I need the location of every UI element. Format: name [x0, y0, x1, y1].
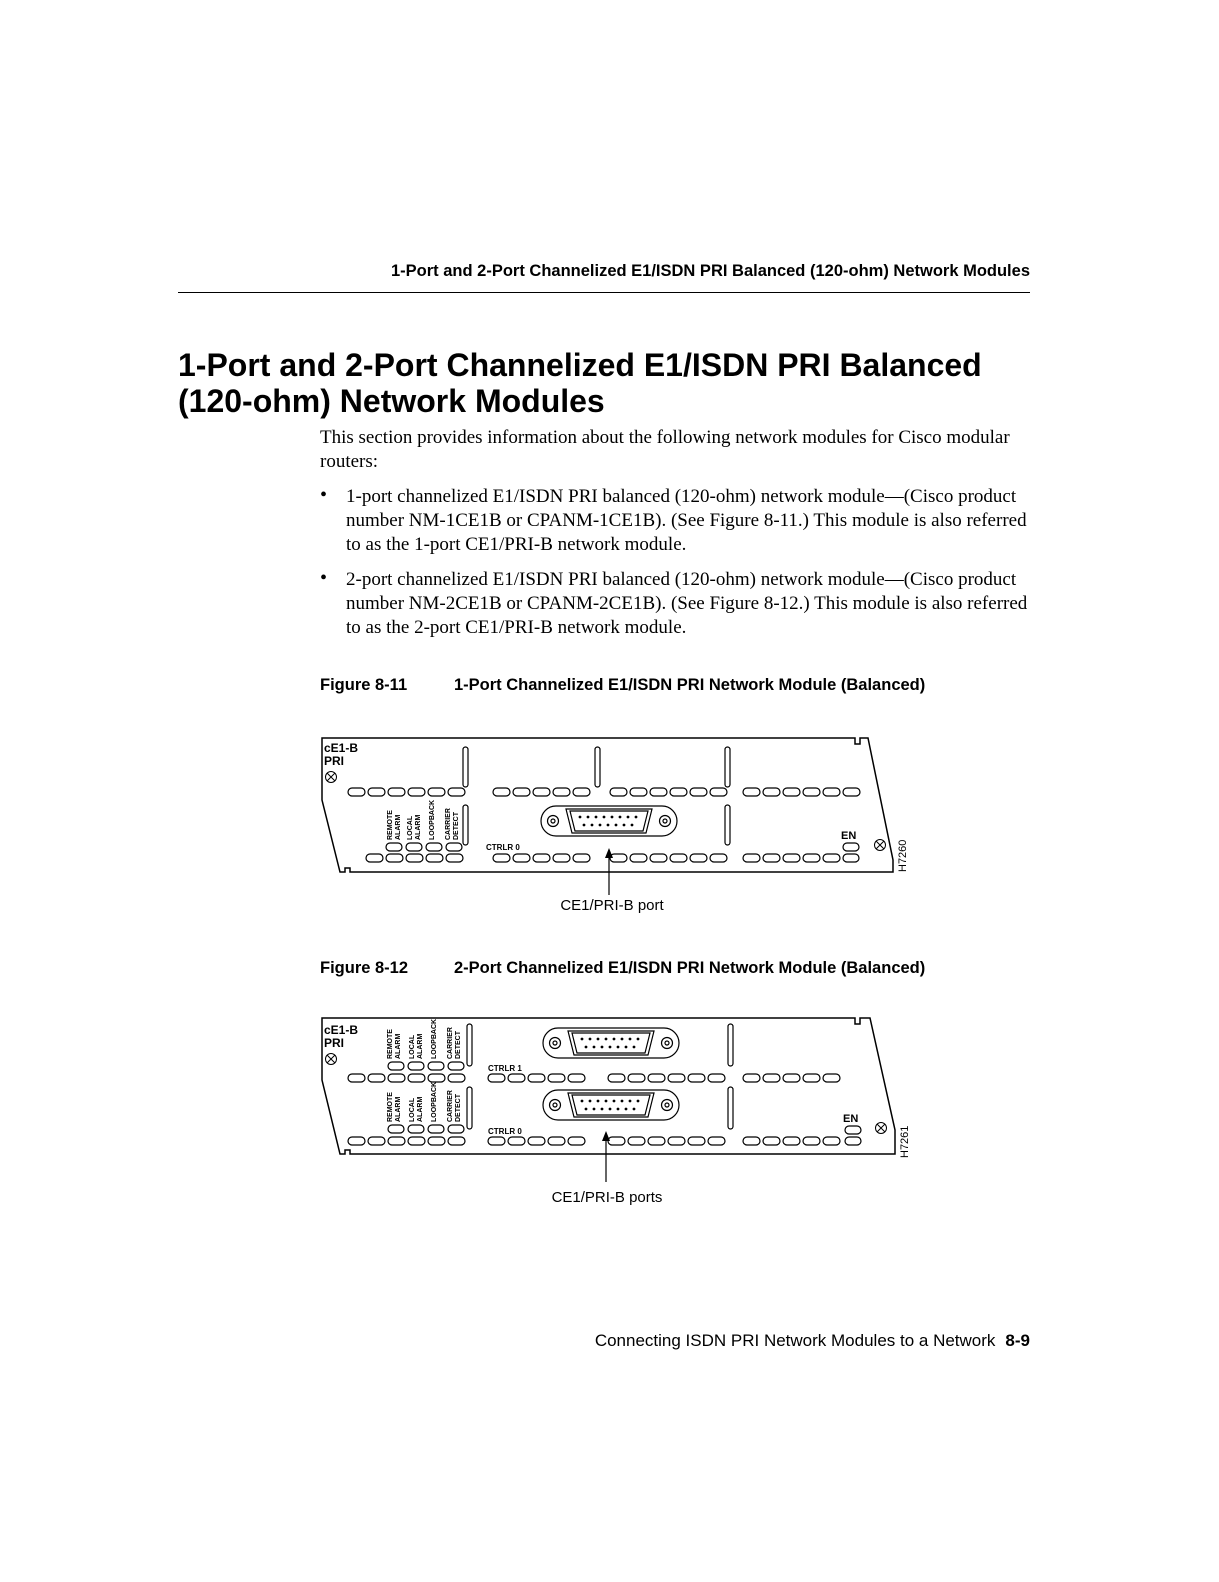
vent-hole: [388, 788, 405, 796]
vent-hole: [763, 788, 780, 796]
vent-hole: [493, 788, 510, 796]
led-indicator: [388, 1062, 404, 1070]
connector-detail: [605, 1038, 608, 1041]
connector-detail: [581, 1038, 584, 1041]
callout-label: CE1/PRI-B ports: [551, 1189, 663, 1206]
vent-hole: [548, 1074, 565, 1082]
connector-detail: [599, 824, 602, 827]
led-indicator: [408, 1062, 424, 1070]
vent-hole: [406, 854, 423, 862]
connector-detail: [581, 1100, 584, 1103]
connector-detail: [579, 816, 582, 819]
vent-hole: [553, 788, 570, 796]
vent-hole: [426, 854, 443, 862]
connector-detail: [631, 824, 634, 827]
vent-hole: [803, 854, 820, 862]
vent-hole: [408, 788, 425, 796]
connector-detail: [625, 1108, 628, 1111]
vent-hole: [528, 1137, 545, 1145]
vent-slot: [728, 1087, 733, 1129]
connector-detail: [609, 1046, 612, 1049]
connector-detail: [663, 819, 667, 823]
connector-detail: [550, 1038, 561, 1049]
header-rule: [178, 292, 1030, 293]
led-label: REMOTE: [387, 810, 394, 840]
footer-title: Connecting ISDN PRI Network Modules to a Network: [594, 1331, 996, 1350]
vent-hole: [743, 1074, 760, 1082]
vent-hole: [568, 1074, 585, 1082]
vent-hole: [348, 788, 365, 796]
led-indicator: [446, 843, 462, 851]
connector-detail: [627, 816, 630, 819]
connector-detail: [637, 1100, 640, 1103]
vent-hole: [803, 1074, 820, 1082]
vent-hole: [783, 1137, 800, 1145]
vent-hole: [668, 1137, 685, 1145]
connector-detail: [665, 1103, 669, 1107]
connector-detail: [589, 1100, 592, 1103]
vent-hole: [386, 854, 403, 862]
connector-detail: [583, 824, 586, 827]
vent-hole: [428, 788, 445, 796]
vent-hole: [488, 1137, 505, 1145]
connector-detail: [597, 1100, 600, 1103]
connector-detail: [603, 816, 606, 819]
vent-hole: [488, 1074, 505, 1082]
connector-detail: [617, 1108, 620, 1111]
led-indicator: [406, 843, 422, 851]
connector-detail: [607, 824, 610, 827]
section-title: [178, 347, 1038, 419]
vent-hole: [513, 854, 530, 862]
connector-detail: [605, 1100, 608, 1103]
vent-hole: [553, 854, 570, 862]
bullet-text: 2-port channelized E1/ISDN PRI balanced (120-ohm) network module—(Cisco product number NM-2CE1B or CPANM-2CE1B). (See Figure 8-12.) This module is also referred to as the 2-port CE1/PRI-B network module.: [346, 569, 1028, 638]
callout-arrow: [602, 1131, 610, 1182]
connector-detail: [635, 816, 638, 819]
vent-slot: [595, 747, 600, 787]
vent-hole: [513, 788, 530, 796]
bullet-dot: •: [320, 567, 328, 589]
led-indicator: [426, 843, 442, 851]
connector-detail: [611, 816, 614, 819]
figure-8-11-caption: [320, 676, 925, 695]
connector-detail: [601, 1108, 604, 1111]
led-label: CARRIER: [447, 1027, 454, 1059]
vent-hole: [368, 1137, 385, 1145]
led-label: REMOTE: [387, 1029, 394, 1059]
vent-hole: [823, 854, 840, 862]
db15-connector: [543, 1090, 679, 1120]
vent-hole: [428, 1074, 445, 1082]
vent-hole: [783, 788, 800, 796]
vent-hole: [783, 1074, 800, 1082]
vent-hole: [533, 854, 550, 862]
vent-hole: [763, 1074, 780, 1082]
art-id: H7261: [899, 1125, 911, 1158]
vent-hole: [608, 1137, 625, 1145]
connector-detail: [637, 1038, 640, 1041]
vent-hole: [708, 1137, 725, 1145]
led-label: LOOPBACK: [431, 1018, 438, 1059]
led-label: ALARM: [395, 1033, 402, 1059]
enable-led: [843, 843, 859, 851]
vent-hole: [368, 788, 385, 796]
figure-8-12-illustration: [310, 1012, 930, 1212]
figure-number: Figure 8-11: [320, 676, 408, 694]
connector-detail: [551, 819, 555, 823]
vent-hole: [803, 788, 820, 796]
vent-hole: [743, 1137, 760, 1145]
connector-detail: [553, 1103, 557, 1107]
vent-hole: [688, 1074, 705, 1082]
art-id: H7260: [897, 839, 909, 872]
vent-hole: [763, 854, 780, 862]
vent-hole: [628, 1137, 645, 1145]
vent-hole: [368, 1074, 385, 1082]
led-label: ALARM: [395, 1096, 402, 1122]
running-header: 1-Port and 2-Port Channelized E1/ISDN PRI Balanced (120-ohm) Network Modules: [390, 262, 1030, 280]
connector-detail: [601, 1046, 604, 1049]
vent-hole: [668, 1074, 685, 1082]
vent-hole: [690, 788, 707, 796]
vent-hole: [608, 1074, 625, 1082]
led-indicator: [408, 1125, 424, 1133]
vent-hole: [743, 788, 760, 796]
vent-hole: [708, 1074, 725, 1082]
vent-hole: [710, 854, 727, 862]
vent-hole: [823, 1137, 840, 1145]
vent-hole: [845, 1137, 861, 1145]
faceplate-outline: [322, 1018, 895, 1154]
panel-label: cE1-B: [324, 1023, 359, 1037]
led-label: ALARM: [395, 814, 402, 840]
bullet-dot: •: [320, 484, 328, 506]
vent-slot: [725, 805, 730, 845]
figure-title: 1-Port Channelized E1/ISDN PRI Network Module (Balanced): [454, 676, 926, 694]
connector-detail: [623, 824, 626, 827]
connector-detail: [597, 1038, 600, 1041]
connector-detail: [665, 1041, 669, 1045]
controller-label: CTRLR 1: [488, 1064, 522, 1073]
vent-hole: [528, 1074, 545, 1082]
controller-label: CTRLR 0: [486, 843, 520, 852]
vent-slot: [467, 1024, 472, 1066]
connector-detail: [619, 816, 622, 819]
callout-label: CE1/PRI-B port: [560, 897, 664, 914]
vent-hole: [710, 788, 727, 796]
connector-detail: [553, 1041, 557, 1045]
vent-hole: [650, 788, 667, 796]
db15-connector: [541, 806, 677, 836]
led-label: DETECT: [455, 1094, 462, 1122]
figure-8-11-illustration: [310, 730, 930, 920]
connector-detail: [621, 1100, 624, 1103]
vent-hole: [783, 854, 800, 862]
connector-detail: [621, 1038, 624, 1041]
led-label: ALARM: [417, 1033, 424, 1059]
led-label: LOCAL: [409, 1034, 416, 1059]
connector-detail: [613, 1038, 616, 1041]
connector-detail: [587, 816, 590, 819]
led-label: LOCAL: [409, 1097, 416, 1122]
vent-hole: [688, 1137, 705, 1145]
figure-number: Figure 8-12: [320, 959, 409, 977]
led-indicator: [448, 1062, 464, 1070]
vent-slot: [728, 1024, 733, 1066]
panel-label: PRI: [324, 1036, 345, 1050]
vent-hole: [448, 788, 465, 796]
vent-hole: [823, 1074, 840, 1082]
vent-hole: [448, 1137, 465, 1145]
vent-hole: [508, 1137, 525, 1145]
connector-detail: [593, 1046, 596, 1049]
connector-detail: [585, 1046, 588, 1049]
vent-hole: [670, 788, 687, 796]
vent-hole: [630, 854, 647, 862]
vent-hole: [628, 1074, 645, 1082]
vent-hole: [548, 1137, 565, 1145]
figure-title: 2-Port Channelized E1/ISDN PRI Network Module (Balanced): [454, 959, 926, 977]
connector-detail: [629, 1038, 632, 1041]
vent-hole: [843, 788, 860, 796]
connector-detail: [615, 824, 618, 827]
connector-detail: [550, 1100, 561, 1111]
vent-hole: [843, 854, 859, 862]
vent-slot: [725, 747, 730, 787]
screw-icon: [326, 1054, 337, 1065]
controller-label: CTRLR 0: [488, 1127, 522, 1136]
vent-hole: [573, 788, 590, 796]
vent-hole: [408, 1074, 425, 1082]
section-title-line-2: (120-ohm) Network Modules: [178, 383, 605, 419]
led-indicator: [448, 1125, 464, 1133]
vent-hole: [650, 854, 667, 862]
connector-detail: [593, 1108, 596, 1111]
screw-icon: [876, 1123, 887, 1134]
vent-hole: [568, 1137, 585, 1145]
page-footer: [500, 1331, 1030, 1351]
vent-hole: [408, 1137, 425, 1145]
vent-hole: [533, 788, 550, 796]
connector-detail: [589, 1038, 592, 1041]
connector-detail: [585, 1108, 588, 1111]
screw-icon: [875, 840, 886, 851]
connector-detail: [633, 1108, 636, 1111]
vent-hole: [448, 1074, 465, 1082]
vent-hole: [743, 854, 760, 862]
led-label: LOOPBACK: [429, 799, 436, 840]
connector-detail: [617, 1046, 620, 1049]
screw-icon: [326, 772, 337, 783]
led-label: LOOPBACK: [431, 1081, 438, 1122]
section-title-line-1: 1-Port and 2-Port Channelized E1/ISDN PRI Balanced: [178, 347, 982, 383]
bullet-text: 1-port channelized E1/ISDN PRI balanced (120-ohm) network module—(Cisco product number NM-1CE1B or CPANM-1CE1B). (See Figure 8-11.) This module is also referred to as the 1-port CE1/PRI-B network module.: [346, 486, 1027, 555]
led-label: DETECT: [453, 812, 460, 840]
vent-hole: [648, 1137, 665, 1145]
enable-label: EN: [841, 830, 857, 842]
intro-paragraph: This section provides information about the following network modules for Cisco modular routers:: [320, 427, 1010, 472]
page-number: 8-9: [1005, 1331, 1030, 1350]
connector-detail: [625, 1046, 628, 1049]
vent-slot: [463, 805, 468, 845]
connector-detail: [548, 816, 559, 827]
led-indicator: [388, 1125, 404, 1133]
led-indicator: [428, 1062, 444, 1070]
vent-slot: [467, 1087, 472, 1129]
led-indicator: [386, 843, 402, 851]
led-label: DETECT: [455, 1031, 462, 1059]
vent-hole: [610, 788, 627, 796]
vent-hole: [348, 1074, 365, 1082]
vent-hole: [630, 788, 647, 796]
vent-hole: [366, 854, 383, 862]
enable-led: [845, 1126, 861, 1134]
vent-hole: [803, 1137, 820, 1145]
connector-detail: [660, 816, 671, 827]
led-label: ALARM: [417, 1096, 424, 1122]
vent-hole: [388, 1137, 405, 1145]
connector-detail: [613, 1100, 616, 1103]
led-label: REMOTE: [387, 1092, 394, 1122]
panel-label: cE1-B: [324, 741, 359, 755]
led-label: LOCAL: [407, 815, 414, 840]
vent-hole: [446, 854, 463, 862]
led-indicator: [428, 1125, 444, 1133]
vent-hole: [388, 1074, 405, 1082]
figure-8-12-caption: [320, 959, 925, 978]
connector-detail: [633, 1046, 636, 1049]
led-label: CARRIER: [447, 1090, 454, 1122]
db15-connector: [543, 1028, 679, 1058]
vent-slot: [463, 747, 468, 787]
vent-hole: [690, 854, 707, 862]
vent-hole: [508, 1074, 525, 1082]
led-label: ALARM: [415, 814, 422, 840]
vent-hole: [648, 1074, 665, 1082]
enable-label: EN: [843, 1113, 859, 1125]
vent-hole: [823, 788, 840, 796]
connector-detail: [662, 1100, 673, 1111]
vent-hole: [763, 1137, 780, 1145]
connector-detail: [662, 1038, 673, 1049]
panel-label: PRI: [324, 754, 345, 768]
vent-hole: [670, 854, 687, 862]
connector-detail: [595, 816, 598, 819]
vent-hole: [428, 1137, 445, 1145]
led-label: CARRIER: [445, 808, 452, 840]
vent-hole: [348, 1137, 365, 1145]
connector-detail: [609, 1108, 612, 1111]
vent-hole: [493, 854, 510, 862]
connector-detail: [629, 1100, 632, 1103]
connector-detail: [591, 824, 594, 827]
vent-hole: [573, 854, 590, 862]
